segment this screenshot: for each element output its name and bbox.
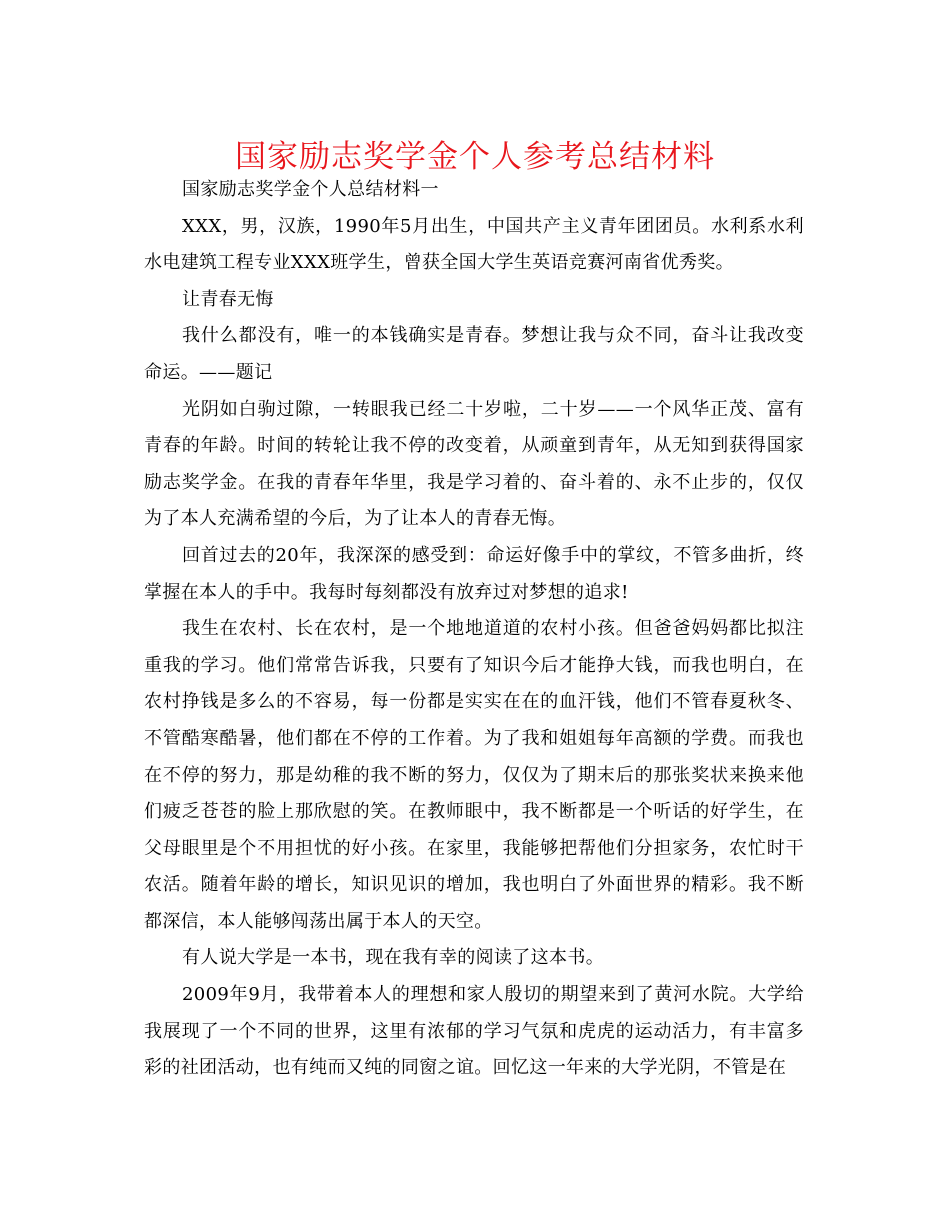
document-body [144, 172, 804, 1087]
paragraph: 光阴如白驹过隙，一转眼我已经二十岁啦，二十岁——一个风华正茂、富有青春的年龄。时间的转轮让我不停的改变着，从顽童到青年，从无知到获得国家励志奖学金。在我的青春年华里，我是学习着的、奋斗着的、永不止步的，仅仅为了本人充满希望的今后，为了让本人的青春无悔。 [144, 398, 804, 530]
subtitle-paragraph: 国家励志奖学金个人总结材料一 [182, 179, 439, 200]
paragraph: 有人说大学是一本书，现在我有幸的阅读了这本书。 [182, 947, 605, 969]
paragraph: 我什么都没有，唯一的本钱确实是青春。梦想让我与众不同，奋斗让我改变命运。——题记 [144, 325, 804, 383]
paragraph: 2009年9月，我带着本人的理想和家人殷切的期望来到了黄河水院。大学给我展现了一个不同的世界，这里有浓郁的学习气氛和虎虎的运动活力，有丰富多彩的社团活动，也有纯而又纯的同窗之谊。回忆这一年来的大学光阴，不管是在 [144, 984, 804, 1079]
section-heading: 让青春无悔 [182, 288, 274, 310]
paragraph: XXX，男，汉族，1990年5月出生，中国共产主义青年团团员。水利系水利水电建筑工程专业XXX班学生，曾获全国大学生英语竞赛河南省优秀奖。 [144, 215, 804, 274]
paragraph: 我生在农村、长在农村，是一个地地道道的农村小孩。但爸爸妈妈都比拟注重我的学习。他们常常告诉我，只要有了知识今后才能挣大钱，而我也明白，在农村挣钱是多么的不容易，每一份都是实实在在的血汗钱，他们不管春夏秋冬、不管酷寒酷暑，他们都在不停的工作着。为了我和姐姐每年高额的学费。而我也在不停的努力，那是幼稚的我不断的努力，仅仅为了期末后的那张奖状来换来他们疲乏苍苍的脸上那欣慰的笑。在教师眼中，我不断都是一个听话的好学生，在父母眼里是个不用担忧的好小孩。在家里，我能够把帮他们分担家务，农忙时干农活。随着年龄的增长，知识见识的增加，我也明白了外面世界的精彩。我不断都深信，本人能够闯荡出属于本人的天空。 [144, 618, 804, 932]
document-title: 国家励志奖学金个人参考总结材料 [235, 139, 715, 175]
paragraph: 回首过去的20年，我深深的感受到：命运好像手中的掌纹，不管多曲折，终掌握在本人的手中。我每时每刻都没有放弃过对梦想的追求! [144, 544, 804, 603]
